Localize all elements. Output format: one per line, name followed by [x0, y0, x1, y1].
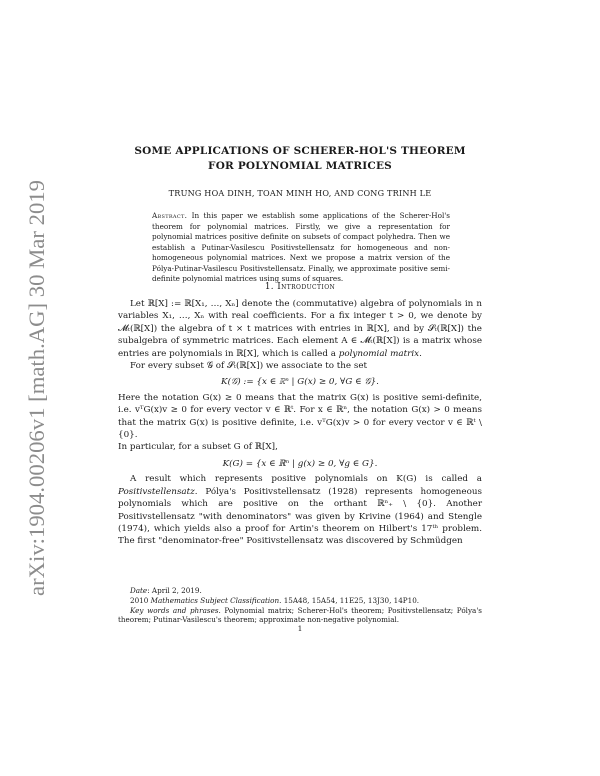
paper-title — [118, 144, 482, 174]
title-line-1: SOME APPLICATIONS OF SCHERER-HOL'S THEOREM — [134, 145, 466, 157]
body-text — [118, 298, 482, 548]
paragraph-5 — [118, 473, 482, 547]
footnote-date — [118, 586, 482, 596]
date-label: Date — [130, 586, 148, 595]
msc-year: 2010 — [130, 595, 151, 605]
equation-1: K(𝒢) := {x ∈ ℝⁿ | G(x) ≥ 0, ∀G ∈ 𝒢}. — [221, 377, 379, 388]
paragraph-4: In particular, for a subset G of ℝ[X], — [118, 442, 278, 453]
paragraph-3: Here the notation G(x) ≥ 0 means that the matrix G(x) is positive semi-definite, i.e. vᵀG(x)v ≥ 0 for every vector v ∈ ℝᵗ. For x ∈ ℝⁿ, the notation G(x) > 0 means that the matrix G(x) is positive definite, i.e. vᵀG(x)v > 0 for every vector v ∈ ℝᵗ \ {0}. — [118, 392, 482, 441]
abstract-text: In this paper we establish some applications of the Scherer-Hol's theorem for polynomial matrices. Firstly, we give a representation for polynomial matrices positive definite on subsets of compact polyhedra. Then we establish a Putinar-Vasilescu Positivstellensatz for homogeneous and non-homogeneous polynomial matrices. Next we propose a matrix version of the Pólya-Putinar-Vasilescu Positivstellensatz. Finally, we approximate positive semi-definite polynomial matrices using sums of squares. — [152, 211, 450, 283]
abstract-block — [152, 211, 450, 285]
paragraph-5-emphasis: Positivstellensatz — [118, 486, 195, 497]
arxiv-stamp-text: arXiv:1904.00206v1 [math.AG] 30 Mar 2019 — [24, 192, 49, 596]
paragraph-1-text: Let ℝ[X] := ℝ[X₁, …, Xₙ] denote the (commutative) algebra of polynomials in n variables X₁, …, Xₙ with real coefficients. For a fix integer t > 0, we denote by 𝓜ₜ(ℝ[X]) the algebra of t × t matrices with entries in ℝ[X], and by 𝓢ₜ(ℝ[X]) the subalgebra of symmetric matrices. Each element A ∈ 𝓜ₜ(ℝ[X]) is a matrix whose entries are polynomials in ℝ[X], which is called a — [118, 299, 482, 359]
msc-value: 15A48, 15A54, 11E25, 13J30, 14P10. — [281, 595, 420, 605]
equation-2: K(G) = {x ∈ ℝⁿ | g(x) ≥ 0, ∀g ∈ G}. — [222, 458, 378, 469]
paragraph-1-end: . — [419, 348, 422, 359]
footnote-msc — [118, 596, 482, 606]
paragraph-1 — [118, 298, 482, 360]
title-line-2: FOR POLYNOMIAL MATRICES — [208, 160, 392, 172]
arxiv-identifier-stamp — [12, 176, 58, 600]
paper-page — [118, 0, 482, 776]
footnotes — [118, 586, 482, 625]
keywords-label: Key words and phrases. — [130, 605, 221, 615]
msc-label: Mathematics Subject Classification. — [150, 595, 282, 605]
date-value: : April 2, 2019. — [147, 586, 202, 595]
paragraph-5-text: A result which represents positive polynomials on K(G) is called a — [130, 474, 482, 485]
footnote-keywords — [118, 606, 482, 626]
author-list: TRUNG HOA DINH, TOAN MINH HO, AND CONG TRINH LE — [168, 188, 432, 198]
keywords-value: Polynomial matrix; Scherer-Hol's theorem; Positivstellensatz; Pólya's theorem; Putinar-Vasilescu's theorem; approximate non-negative polynomial. — [118, 605, 482, 625]
paragraph-1-emphasis: polynomial matrix — [338, 348, 420, 359]
paragraph-2: For every subset 𝒢 of 𝓢ₜ(ℝ[X]) we associate to the set — [130, 361, 368, 372]
abstract-heading: Abstract. — [152, 211, 188, 220]
section-heading-introduction: 1. Introduction — [264, 282, 336, 292]
paragraph-5-rest: . Pólya's Positivstellensatz (1928) represents homogeneous polynomials which are positive on the orthant ℝⁿ₊ \ {0}. Another Positivstellensatz "with denominators" was given by Krivine (1964) and Stengle (1974), which yields also a proof for Artin's theorem on Hilbert's 17ᵗʰ problem. The first "denominator-free" Positivstellensatz was discovered by Schmüdgen — [118, 486, 482, 547]
page-number: 1 — [297, 624, 303, 633]
